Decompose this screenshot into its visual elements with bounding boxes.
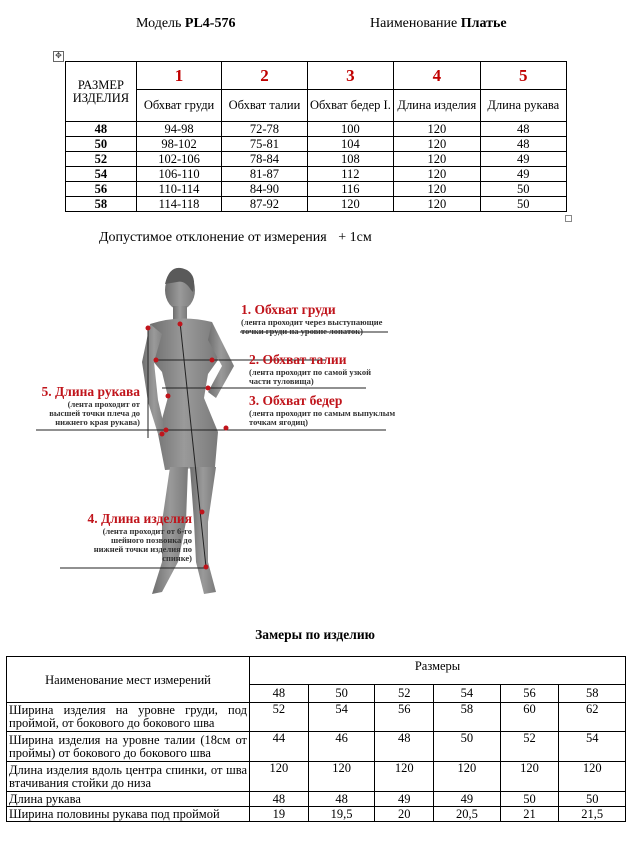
value-cell: 49 bbox=[480, 167, 566, 182]
measure-value: 19,5 bbox=[308, 807, 375, 822]
table-row bbox=[7, 762, 626, 792]
name-heading bbox=[370, 16, 507, 32]
column-number: 4 bbox=[394, 62, 480, 90]
table-row bbox=[66, 167, 567, 182]
measure-value: 120 bbox=[434, 762, 501, 792]
size-column-header: 48 bbox=[250, 685, 309, 703]
name-value: Платье bbox=[460, 16, 507, 31]
name-label: Наименование bbox=[370, 16, 458, 31]
value-cell: 84-90 bbox=[222, 182, 307, 197]
measure-name: Ширина половины рукава под проймой bbox=[7, 807, 250, 822]
tolerance-text: Допустимое отклонение от измерения bbox=[99, 230, 327, 245]
size-cell: 54 bbox=[66, 167, 137, 182]
measure-value: 48 bbox=[308, 792, 375, 807]
label-title: 4. Длина изделия bbox=[87, 511, 192, 526]
label-desc: (лента проходит от 6-го шейного позвонка до нижней точки изделия по спинке) bbox=[93, 526, 192, 563]
column-number: 3 bbox=[307, 62, 393, 90]
measure-value: 49 bbox=[434, 792, 501, 807]
measure-value: 20,5 bbox=[434, 807, 501, 822]
label-desc: (лента проходит по самой узкой части туловища) bbox=[249, 367, 371, 386]
value-cell: 104 bbox=[307, 137, 393, 152]
column-number: 1 bbox=[136, 62, 221, 90]
table-row bbox=[66, 152, 567, 167]
measure-value: 120 bbox=[375, 762, 434, 792]
measure-value: 20 bbox=[375, 807, 434, 822]
measure-value: 48 bbox=[250, 792, 309, 807]
size-column-header: 52 bbox=[375, 685, 434, 703]
value-cell: 116 bbox=[307, 182, 393, 197]
value-cell: 98-102 bbox=[136, 137, 221, 152]
measure-value: 54 bbox=[559, 732, 626, 762]
label-waist bbox=[249, 352, 394, 386]
table-row bbox=[66, 197, 567, 212]
column-label: Длина рукава bbox=[480, 90, 566, 122]
measure-value: 56 bbox=[375, 703, 434, 732]
value-cell: 108 bbox=[307, 152, 393, 167]
column-label: Обхват груди bbox=[136, 90, 221, 122]
value-cell: 120 bbox=[394, 182, 480, 197]
size-column-header: 54 bbox=[434, 685, 501, 703]
column-label: Обхват талии bbox=[222, 90, 307, 122]
measure-value: 49 bbox=[375, 792, 434, 807]
value-cell: 112 bbox=[307, 167, 393, 182]
label-length bbox=[80, 511, 192, 563]
measure-value: 54 bbox=[308, 703, 375, 732]
label-title: 1. Обхват груди bbox=[241, 302, 336, 317]
table-resize-handle[interactable] bbox=[565, 215, 572, 222]
measure-value: 50 bbox=[559, 792, 626, 807]
value-cell: 87-92 bbox=[222, 197, 307, 212]
table-row bbox=[7, 703, 626, 732]
column-label: Обхват бедер I. bbox=[307, 90, 393, 122]
column-label: Длина изделия bbox=[394, 90, 480, 122]
value-cell: 81-87 bbox=[222, 167, 307, 182]
value-cell: 72-78 bbox=[222, 122, 307, 137]
measure-value: 120 bbox=[559, 762, 626, 792]
label-title: 5. Длина рукава bbox=[41, 384, 140, 399]
measure-value: 52 bbox=[500, 732, 559, 762]
value-cell: 49 bbox=[480, 152, 566, 167]
measurements-title: Замеры по изделию bbox=[255, 627, 375, 642]
value-cell: 75-81 bbox=[222, 137, 307, 152]
value-cell: 106-110 bbox=[136, 167, 221, 182]
value-cell: 94-98 bbox=[136, 122, 221, 137]
label-title: 2. Обхват талии bbox=[249, 352, 347, 367]
size-cell: 56 bbox=[66, 182, 137, 197]
table-row bbox=[66, 137, 567, 152]
table-row bbox=[7, 732, 626, 762]
value-cell: 48 bbox=[480, 137, 566, 152]
table-row bbox=[7, 792, 626, 807]
tolerance-note bbox=[99, 230, 372, 246]
size-header: РАЗМЕР ИЗДЕЛИЯ bbox=[66, 62, 137, 122]
column-number: 5 bbox=[480, 62, 566, 90]
label-desc: (лента проходит по самым выпуклым точкам ягодиц) bbox=[249, 408, 396, 427]
label-sleeve bbox=[40, 384, 140, 427]
value-cell: 120 bbox=[394, 152, 480, 167]
label-chest bbox=[241, 302, 401, 336]
measurements-table bbox=[6, 656, 626, 822]
value-cell: 110-114 bbox=[136, 182, 221, 197]
label-desc: (лента проходит от высшей точки плеча до нижнего края рукава) bbox=[49, 399, 140, 427]
measure-value: 21 bbox=[500, 807, 559, 822]
value-cell: 100 bbox=[307, 122, 393, 137]
value-cell: 48 bbox=[480, 122, 566, 137]
size-cell: 52 bbox=[66, 152, 137, 167]
measure-name: Ширина изделия на уровне талии (18см от проймы) от бокового до бокового шва bbox=[7, 732, 250, 762]
model-label: Модель bbox=[136, 16, 182, 31]
measure-name: Длина рукава bbox=[7, 792, 250, 807]
value-cell: 78-84 bbox=[222, 152, 307, 167]
measure-value: 21,5 bbox=[559, 807, 626, 822]
label-desc: (лента проходит через выступающие точки груди на уровне лопаток) bbox=[241, 317, 383, 336]
sizes-header: Размеры bbox=[250, 657, 626, 685]
value-cell: 50 bbox=[480, 197, 566, 212]
name-header: Наименование мест измерений bbox=[7, 657, 250, 703]
size-table bbox=[65, 61, 567, 212]
tolerance-value: + 1см bbox=[338, 230, 372, 245]
measure-name: Длина изделия вдоль центра спинки, от шва втачивания стойки до низа bbox=[7, 762, 250, 792]
measure-value: 62 bbox=[559, 703, 626, 732]
model-value: PL4-576 bbox=[184, 16, 236, 31]
size-column-header: 50 bbox=[308, 685, 375, 703]
value-cell: 120 bbox=[307, 197, 393, 212]
size-column-header: 56 bbox=[500, 685, 559, 703]
measure-value: 120 bbox=[308, 762, 375, 792]
measure-value: 120 bbox=[250, 762, 309, 792]
value-cell: 120 bbox=[394, 197, 480, 212]
value-cell: 120 bbox=[394, 167, 480, 182]
measure-value: 46 bbox=[308, 732, 375, 762]
table-row bbox=[7, 807, 626, 822]
table-row bbox=[66, 122, 567, 137]
table-move-handle-icon[interactable]: ✥ bbox=[53, 51, 64, 62]
value-cell: 120 bbox=[394, 122, 480, 137]
measure-name: Ширина изделия на уровне груди, под проймой, от бокового до бокового шва bbox=[7, 703, 250, 732]
value-cell: 120 bbox=[394, 137, 480, 152]
measure-value: 50 bbox=[434, 732, 501, 762]
measure-value: 19 bbox=[250, 807, 309, 822]
label-hips bbox=[249, 393, 399, 427]
size-cell: 50 bbox=[66, 137, 137, 152]
measure-value: 44 bbox=[250, 732, 309, 762]
measure-value: 120 bbox=[500, 762, 559, 792]
value-cell: 50 bbox=[480, 182, 566, 197]
column-number: 2 bbox=[222, 62, 307, 90]
size-column-header: 58 bbox=[559, 685, 626, 703]
table-row bbox=[66, 182, 567, 197]
measure-value: 58 bbox=[434, 703, 501, 732]
size-cell: 48 bbox=[66, 122, 137, 137]
value-cell: 102-106 bbox=[136, 152, 221, 167]
value-cell: 114-118 bbox=[136, 197, 221, 212]
measure-value: 48 bbox=[375, 732, 434, 762]
size-cell: 58 bbox=[66, 197, 137, 212]
label-title: 3. Обхват бедер bbox=[249, 393, 343, 408]
model-heading bbox=[136, 16, 235, 32]
measure-value: 52 bbox=[250, 703, 309, 732]
measure-value: 50 bbox=[500, 792, 559, 807]
measure-value: 60 bbox=[500, 703, 559, 732]
